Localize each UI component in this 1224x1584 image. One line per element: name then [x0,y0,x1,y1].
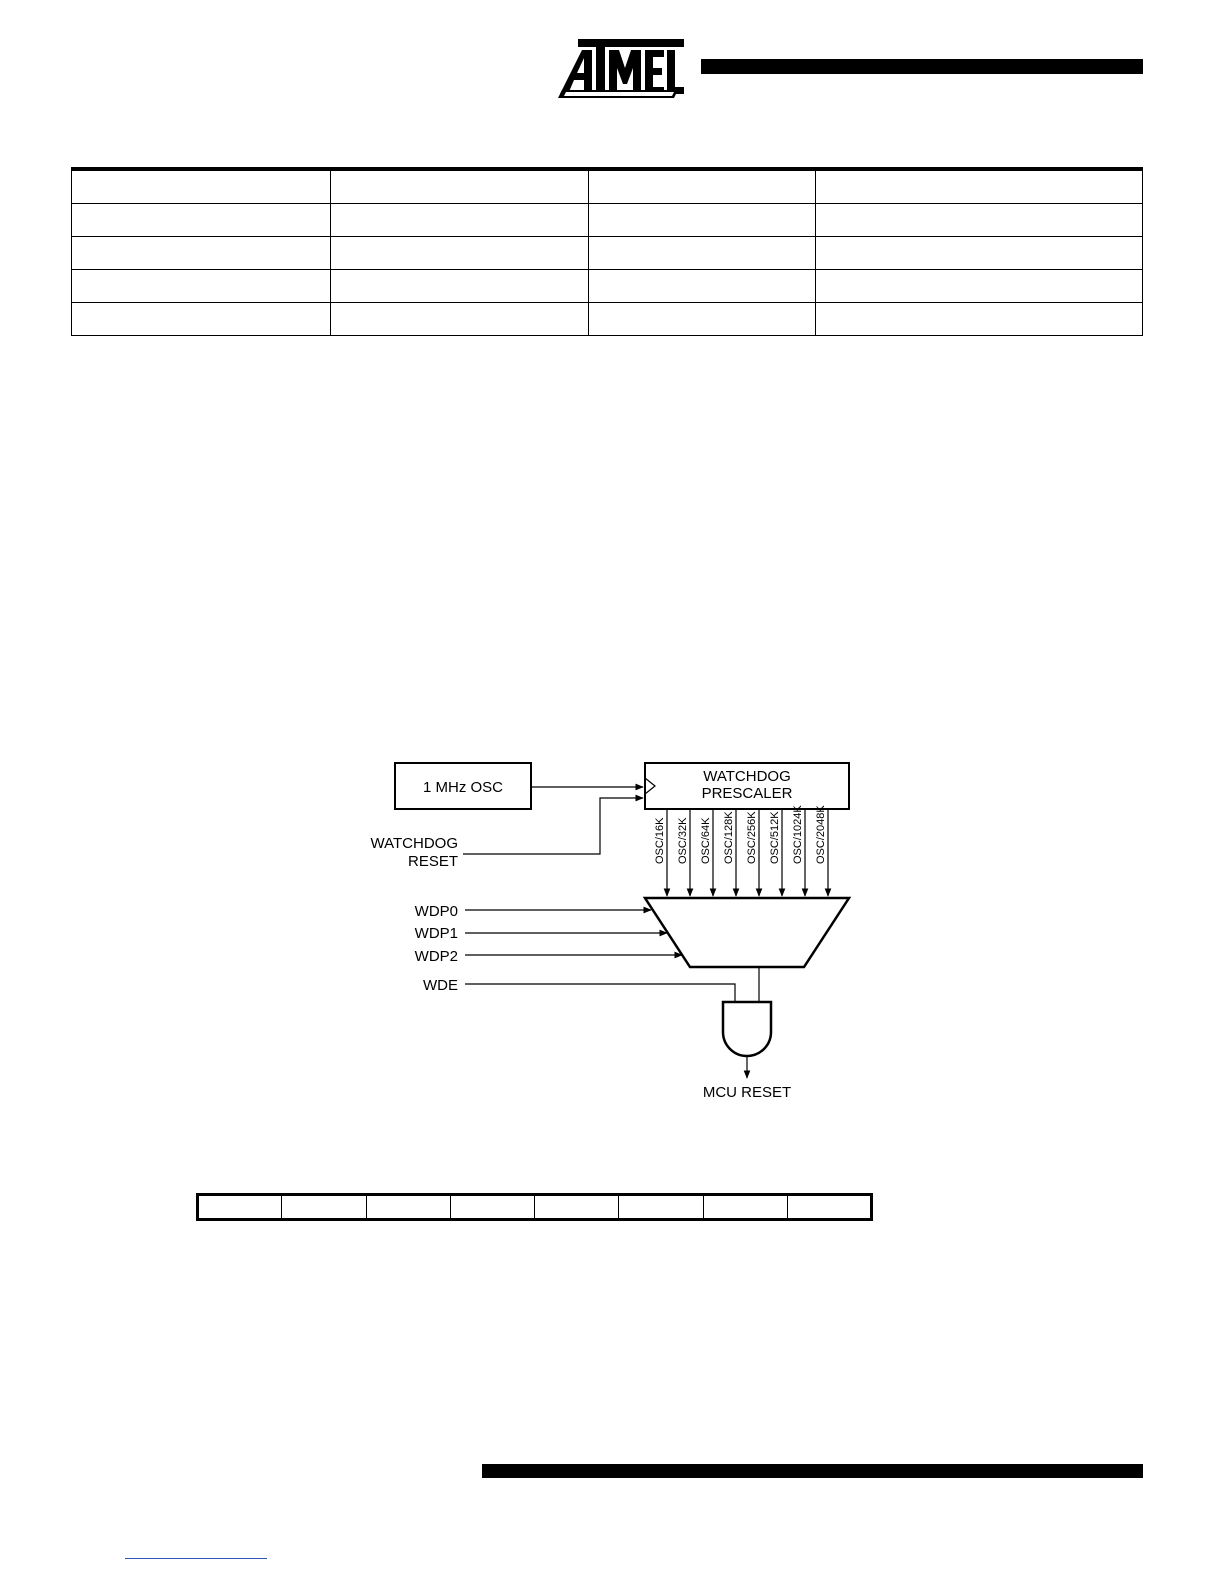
prescaler-taps [654,805,828,896]
wdp2-label: WDP2 [414,948,458,965]
register-bit-cell [787,1195,871,1220]
register-bit-cell [366,1195,450,1220]
mcu-reset-label: MCU RESET [702,1084,792,1101]
prescaler-label-line1: WATCHDOG [703,768,791,785]
table-cell [72,169,331,204]
table-cell [72,204,331,237]
register-bit-cell [198,1195,282,1220]
table-cell [589,204,816,237]
table-cell [331,237,589,270]
table-cell [72,270,331,303]
tap-label: OSC/16K [654,817,666,864]
prescaler-label-line2: PRESCALER [701,785,793,802]
table-cell [589,270,816,303]
watchdog-reset-label-line2: RESET [407,853,458,870]
wde-label: WDE [423,977,458,994]
tap-label: OSC/32K [677,817,689,864]
table-cell [331,270,589,303]
table-cell [816,204,1143,237]
oscillator-label: 1 MHz OSC [422,779,504,796]
atmel-logo [556,36,686,98]
tap-label: OSC/512K [769,811,781,864]
table-cell [72,237,331,270]
table-row [72,237,1143,270]
register-bit-row [196,1193,873,1221]
tap-label: OSC/2048K [815,805,827,864]
table-cell [331,204,589,237]
table-cell [331,169,589,204]
and-gate [723,1002,771,1056]
table-row [72,303,1143,336]
footer-rule [482,1464,1143,1478]
table-row [72,204,1143,237]
table-cell [331,303,589,336]
table-cell [816,303,1143,336]
footer-link-underline[interactable] [125,1558,267,1559]
table-cell [589,237,816,270]
table-cell [589,303,816,336]
table-cell [816,270,1143,303]
register-bit-cell [282,1195,366,1220]
watchdog-timer-diagram [355,750,875,1110]
register-bit-cell [703,1195,787,1220]
wde-wire [465,984,735,1002]
tap-label: OSC/128K [723,811,735,864]
info-table [71,167,1143,336]
table-row [72,169,1143,204]
table-cell [816,169,1143,204]
register-bit-cell [535,1195,619,1220]
wdp1-label: WDP1 [414,925,458,942]
tap-label: OSC/256K [746,811,758,864]
register-bit-cell [619,1195,703,1220]
table-cell [72,303,331,336]
tap-label: OSC/64K [700,817,712,864]
tap-label: OSC/1024K [792,805,804,864]
table-cell [589,169,816,204]
table-cell [816,237,1143,270]
watchdog-reset-label-line1: WATCHDOG [370,835,458,852]
register-bit-cell [450,1195,534,1220]
table-row [72,270,1143,303]
header-rule [701,59,1143,74]
multiplexer [645,898,849,967]
wdp0-label: WDP0 [414,903,458,920]
